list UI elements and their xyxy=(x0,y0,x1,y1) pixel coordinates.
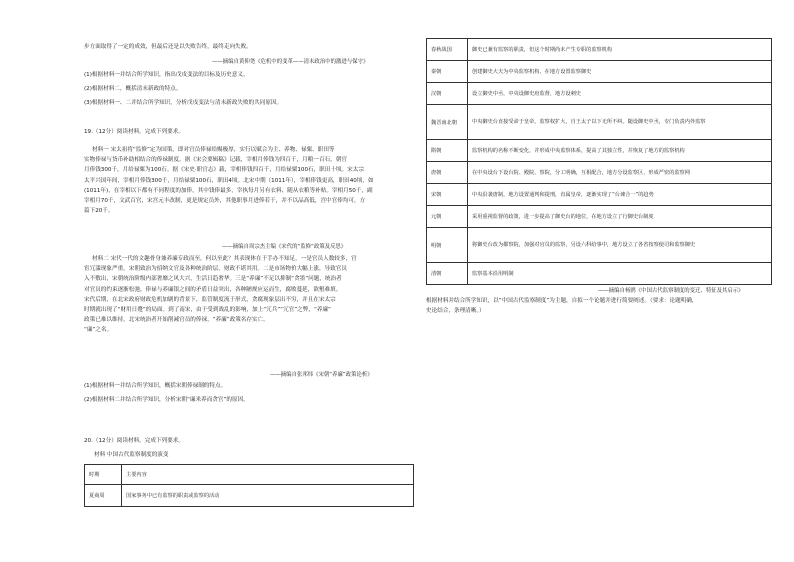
task-instruction xyxy=(426,296,772,316)
table-row xyxy=(427,184,772,206)
material-2-line: 宦冗滥现象严重，宋朝致治为招纳文官及各种统治阶层，财政不堪其用。二是市场物价大幅上涨，导致官员 xyxy=(84,266,347,273)
task-line: 根据材料并结合所学知识，以“中国古代监察制度”为主题，自拟一个论题并进行简要阐述。（要求：论题明确， xyxy=(426,298,698,304)
material-1 xyxy=(84,145,414,216)
table-cell-period: 汉朝 xyxy=(427,83,468,105)
material-2-line: 时期就出现了“财用日蹙”的局面。到了南宋，由于受到战乱的影响，加上“冗兵”“冗官”之弊，“养廉” xyxy=(84,307,331,314)
table-cell-period: 秦朝 xyxy=(427,61,468,83)
material-2-line: 材料二 宋代一代的文趣骨身兼养廉专政而至，何以至此？其表现体在于手办不知足，一是官员人数较多，官 xyxy=(92,256,357,262)
table-row xyxy=(85,485,414,507)
table-cell-content: 御史已兼有监察的职责，但这个时期尚未产生专职的监察机构 xyxy=(468,39,772,61)
table-row xyxy=(427,61,772,83)
table-header-row xyxy=(85,465,414,485)
question-18-2: (2)根据材料二，概括清末新政的特点。 xyxy=(84,86,182,92)
material-1-line: (1011年)，在宰相以下都有不同程度的加俸，其中钱俸最多，宰执每月另有衣料、随从衣粮等补贴。宰相月50千，副 xyxy=(84,187,373,194)
question-20-heading: 20.（12分）阅读材料，完成下列要求。 xyxy=(84,438,184,444)
table-row xyxy=(427,83,772,105)
table-row xyxy=(427,39,772,61)
table-row xyxy=(427,162,772,184)
table-cell-content: 创建御史大夫为中央监察机构，在地方设置监察御史 xyxy=(468,61,772,83)
material-1-line: 实物俸禄与货币补助相结合的俸禄制度。据《宋会要辑稿》记载，宰相月俸钱为四百千，月粮一百石，朝官 xyxy=(84,157,347,164)
table-cell-content: 中央御史台直接受命于皇帝，监察权扩大，自王太子以下无所不纠。随设御史中丞，专门负责内外监察 xyxy=(468,105,772,140)
task-line: 史论结合，条理清晰。） xyxy=(426,308,485,315)
table-cell-content: 监察机构的名称不断变化，并形成中央监察体系，提高了其独立性，并恢复了地方的监察机构 xyxy=(468,140,772,162)
table-cell-content: 在中央设台下设台院、殿院、察院，分工明确，互相配合，地方分设监察区，形成严密的监察网 xyxy=(468,162,772,184)
intro-tail: 步方面取得了一定的成效，但最后还是以失败告终，最终走向失败。 xyxy=(84,44,252,50)
material-1-line: 篇下20千。 xyxy=(84,208,114,215)
material-1-line: 宰相月70千，文武百官，宋宫元丰改制，更是规定员外，其他职事月进俸若干，并不以品高低，宫中官俸均可，方 xyxy=(84,198,366,205)
table-cell-content: 设立御史中丞，中央设御史府监督，地方设刺史 xyxy=(468,83,772,105)
material-1-line: 月俸钱300千，月给禄粟为100石。据《宋史·职官志》载，宰相俸钱四百千，月给禄粟100石，职田十顷。宋太宗 xyxy=(84,167,364,174)
question-18-1: (1)根据材料一并结合所学知识，指出戊戌变法的目标及历史意义。 xyxy=(84,72,249,78)
table-cell-period: 宋朝 xyxy=(427,184,468,206)
material-1-line: 材料一 宋太祖将“监修”定为国策，即对官员俸禄给赐极厚，实行以赋合为主、养物、禄粟、职田等 xyxy=(92,147,335,153)
table-cell-period: 隋朝 xyxy=(427,140,468,162)
source-citation-2: ——摘编自周宗杰主编《宋代的“监修”政策及反思》 xyxy=(222,244,347,250)
table-cell-period: 魏晋南北朝 xyxy=(427,105,468,140)
question-19-heading: 19.（12分）阅读材料，完成下列要求。 xyxy=(84,129,184,135)
table-cell-period: 夏商周 xyxy=(85,485,122,507)
table-row xyxy=(427,206,772,228)
table-row xyxy=(427,105,772,140)
material-2-line: “廉”之名。 xyxy=(84,327,113,334)
source-citation-4: ——摘编自杨鸥《中国古代监察制度的变迁、特征及其启示》 xyxy=(598,288,744,294)
table-cell-period: 春秋战国 xyxy=(427,39,468,61)
table-row xyxy=(427,140,772,162)
table-cell-period: 元朝 xyxy=(427,206,468,228)
table-cell-period: 唐朝 xyxy=(427,162,468,184)
material-2-line: 入不敷出，宋朝统治阶级内部奢靡之风大兴，生活日趋奢华。三是“养廉”不足以抑制“贪墨”问题，统治者 xyxy=(84,276,342,283)
question-19-2: (2)根据材料二并结合所学知识，分析宋朝“廉米养而贪官”的原因。 xyxy=(84,397,249,403)
table-header-period: 时期 xyxy=(85,465,122,485)
table-caption: 材料 中国古代监察制度的演变 xyxy=(94,452,169,458)
question-19-1: (1)根据材料一并结合所学知识，概括宋朝俸禄制的特点。 xyxy=(84,383,227,389)
table-cell-period: 清朝 xyxy=(427,263,468,285)
source-citation-3: ——摘编自张邦炜《宋朝“养廉”政策论析》 xyxy=(270,372,373,378)
evolution-table-part-1 xyxy=(84,464,414,507)
table-cell-content: 国家事务中已有监察的职责或监察的活动 xyxy=(122,485,414,507)
source-citation-1: ——摘编自黄仰尧《危机中的变革——清末政治中的激进与保守》 xyxy=(212,59,369,65)
table-cell-content: 将御史台改为都察院，加强对官员的监察，另设六科给事中，地方设立了各省按察使司和监察御史 xyxy=(468,228,772,263)
evolution-table-part-2 xyxy=(426,38,772,285)
table-cell-content: 中央沿袭唐制，地方设置通判和提刑，直属皇帝，逐渐实现了“台谏合一”的趋势 xyxy=(468,184,772,206)
table-cell-content: 采用重视监督的政策，进一步提高了御史台的地位，在地方设立了行御史台制度 xyxy=(468,206,772,228)
material-2-line: 宋代后期，在北宋政府财政危机加剧的背景下，监管制度流于形式，贪腐现象层出不穷，并且在宋太宗 xyxy=(84,296,336,303)
material-2-line: 政策已难以维持，北宋统治者开始削减官员的俸禄，“养廉”政策名存实亡。 xyxy=(84,317,269,324)
question-18-3: (3)根据材料一、二并结合所学知识，分析戊戌变法与清末新政失败的共同原因。 xyxy=(84,100,283,106)
table-header-content: 主要内容 xyxy=(122,465,414,485)
table-cell-content: 监察基本沿用明制 xyxy=(468,263,772,285)
material-2-line: 对官员的约束逐渐松弛，俸禄与养廉银之间的矛盾日益突出，各种陋规应运而生，腐败蔓延，欲壑难填。 xyxy=(84,286,342,293)
table-cell-period: 明朝 xyxy=(427,228,468,263)
material-1-line: 太平兴国年间，宰相月俸钱300千，月给禄粟100石，职田4顷。北宋中期（1011年），宰相俸钱更高，职田40顷，如 xyxy=(84,177,374,184)
table-row xyxy=(427,228,772,263)
table-row xyxy=(427,263,772,285)
material-2 xyxy=(84,254,414,336)
